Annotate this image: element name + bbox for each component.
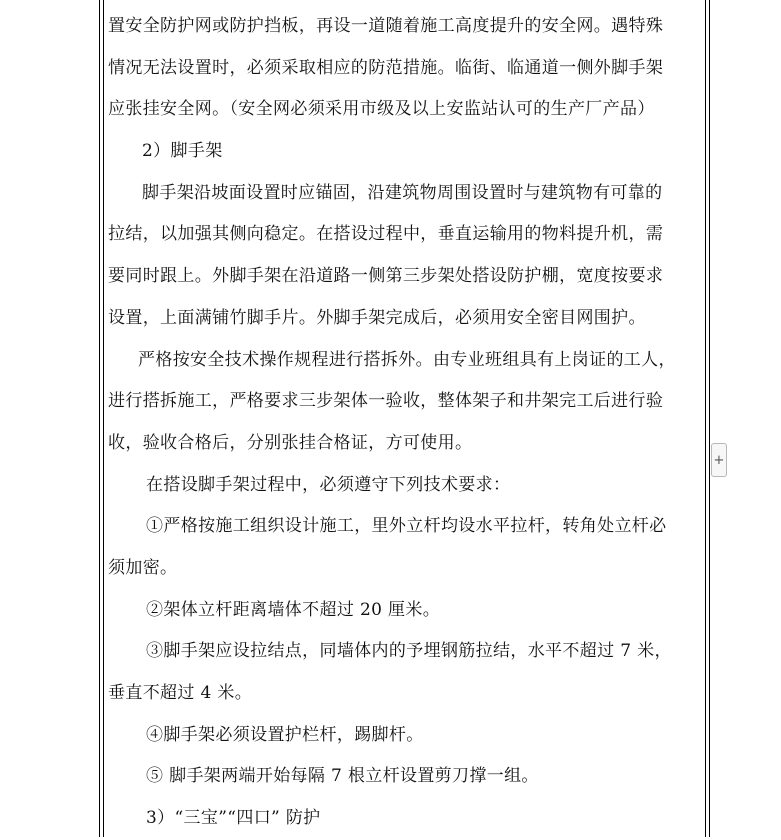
document-body xyxy=(108,6,702,840)
table-border-right-outer xyxy=(709,0,710,837)
text-line: 应张挂安全网。（安全网必须采用市级及以上安监站认可的生产厂产品） xyxy=(108,99,655,120)
list-item-continuation: 须加密。 xyxy=(108,557,178,578)
table-border-right-inner xyxy=(705,0,706,837)
text-line: 置安全防护网或防护挡板，再设一道随着施工高度提升的安全网。遇特殊 xyxy=(108,16,664,36)
table-border-left-outer xyxy=(99,0,100,837)
section-heading: 2）脚手架 xyxy=(142,141,223,162)
text-line: 情况无法设置时，必须采取相应的防范措施。临街、临通道一侧外脚手架 xyxy=(108,57,664,78)
list-item: ③脚手架应设拉结点，同墙体内的予埋钢筋拉结，水平不超过 7 米， xyxy=(146,641,672,662)
table-border-left-inner xyxy=(103,0,104,837)
expand-button[interactable] xyxy=(711,443,727,477)
text-line: 要同时跟上。外脚手架在沿道路一侧第三步架处搭设防护棚，宽度按要求 xyxy=(108,266,664,287)
section-heading: 3）“三宝”“四口” 防护 xyxy=(146,808,321,829)
plus-icon: + xyxy=(713,452,725,468)
text-line: 进行搭拆施工，严格要求三步架体一验收，整体架子和井架完工后进行验 xyxy=(108,391,664,412)
list-item: ①严格按施工组织设计施工，里外立杆均设水平拉杆，转角处立杆必 xyxy=(146,516,667,537)
text-line: 严格按安全技术操作规程进行搭拆外。由专业班组具有上岗证的工人， xyxy=(138,349,676,370)
text-line: 拉结，以加强其侧向稳定。在搭设过程中，垂直运输用的物料提升机，需 xyxy=(108,224,664,245)
text-line: 脚手架沿坡面设置时应锚固，沿建筑物周围设置时与建筑物有可靠的 xyxy=(142,182,663,203)
text-line: 设置，上面满铺竹脚手片。外脚手架完成后，必须用安全密目网围护。 xyxy=(108,307,646,328)
list-item: ②架体立杆距离墙体不超过 20 厘米。 xyxy=(146,599,441,620)
text-line: 在搭设脚手架过程中，必须遵守下列技术要求： xyxy=(146,474,511,495)
list-item: ④脚手架必须设置护栏杆，踢脚杆。 xyxy=(146,724,424,745)
list-item: ⑤ 脚手架两端开始每隔 7 根立杆设置剪刀撑一组。 xyxy=(146,766,539,787)
list-item-continuation: 垂直不超过 4 米。 xyxy=(108,683,253,703)
text-line: 收，验收合格后，分别张挂合格证，方可使用。 xyxy=(108,432,473,453)
